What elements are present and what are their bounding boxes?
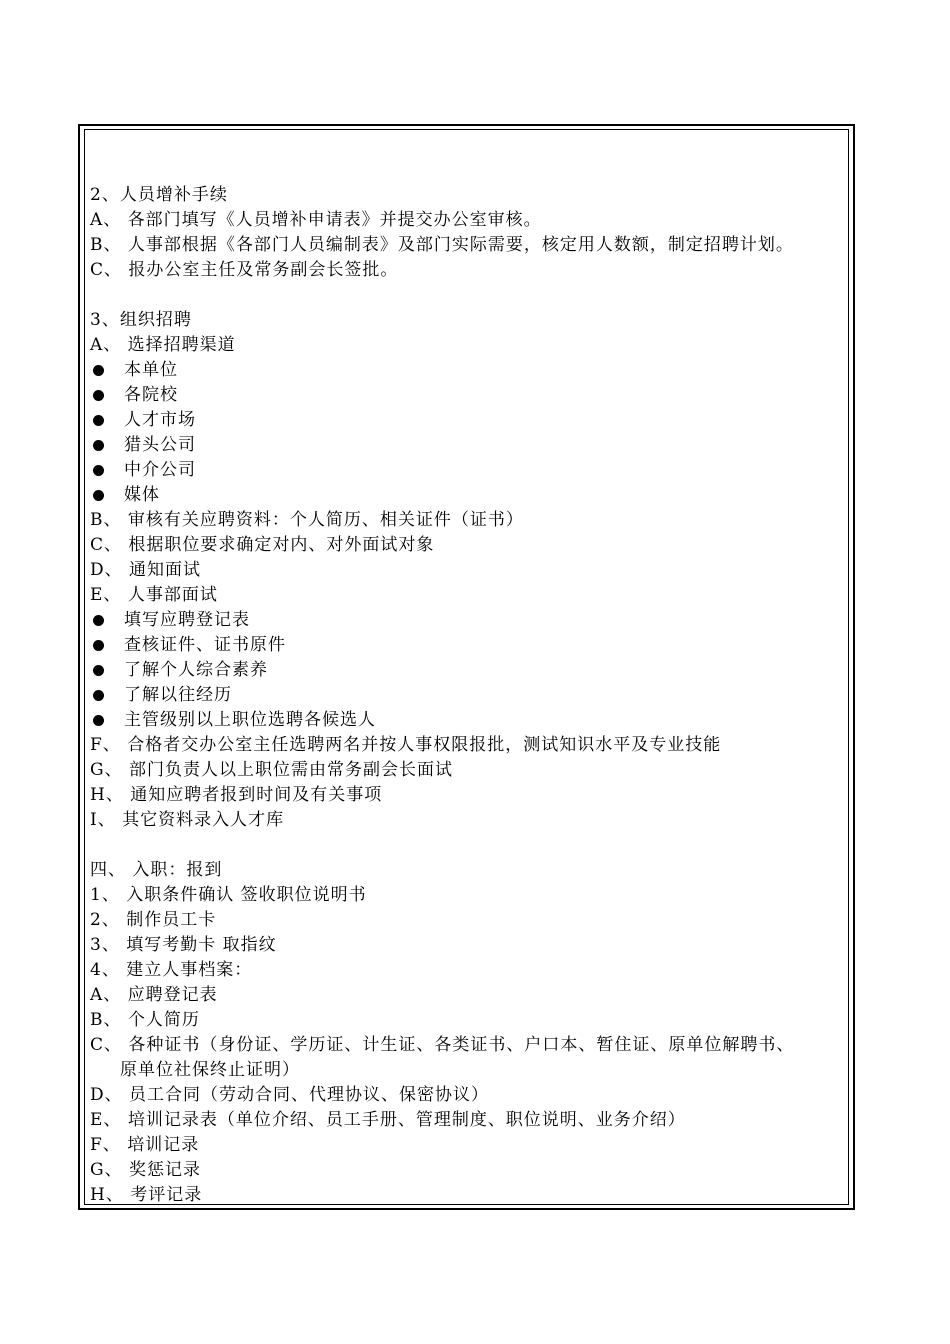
bullet-item	[90, 608, 850, 633]
bullet-icon	[93, 690, 104, 701]
section-recruit	[90, 308, 850, 833]
bullet-item	[90, 633, 850, 658]
text-line: C、 各种证书（身份证、学历证、计生证、各类证书、户口本、暂住证、原单位解聘书、	[90, 1035, 795, 1055]
text-line: E、 人事部面试	[90, 585, 218, 605]
bullet-item	[90, 433, 850, 458]
bullet-text: 各院校	[124, 385, 178, 405]
bullet-item	[90, 683, 850, 708]
bullet-item	[90, 483, 850, 508]
text-line: I、 其它资料录入人才库	[90, 810, 285, 830]
text-line: 3、 填写考勤卡 取指纹	[90, 935, 277, 955]
text-line: C、 报办公室主任及常务副会长签批。	[90, 260, 399, 280]
bullet-text: 猎头公司	[124, 435, 196, 455]
text-line: D、 通知面试	[90, 560, 202, 580]
text-line: H、 考评记录	[90, 1185, 203, 1205]
bullet-text: 了解以往经历	[124, 685, 232, 705]
continuation-line: 原单位社保终止证明）	[120, 1060, 300, 1080]
text-line: C、 根据职位要求确定对内、对外面试对象	[90, 535, 435, 555]
text-line: 4、 建立人事档案：	[90, 960, 253, 980]
text-line: 3、组织招聘	[90, 310, 192, 330]
text-line: F、 合格者交办公室主任选聘两名并按人事权限报批，测试知识水平及专业技能	[90, 735, 722, 755]
text-line: 2、 制作员工卡	[90, 910, 217, 930]
bullet-text: 本单位	[124, 360, 178, 380]
bullet-item	[90, 358, 850, 383]
bullet-item	[90, 458, 850, 483]
section-spacer	[90, 833, 850, 858]
bullet-text: 填写应聘登记表	[124, 610, 250, 630]
text-line: A、 选择招聘渠道	[90, 335, 236, 355]
bullet-text: 媒体	[124, 485, 160, 505]
text-line: 2、人员增补手续	[90, 185, 228, 205]
bullet-item	[90, 383, 850, 408]
bullet-icon	[93, 365, 104, 376]
text-line: B、 审核有关应聘资料：个人简历、相关证件（证书）	[90, 510, 524, 530]
text-line: B、 人事部根据《各部门人员编制表》及部门实际需要，核定用人数额，制定招聘计划。	[90, 235, 794, 255]
bullet-icon	[93, 640, 104, 651]
section-onboard	[90, 858, 850, 1208]
text-line: A、 各部门填写《人员增补申请表》并提交办公室审核。	[90, 210, 542, 230]
section-spacer	[90, 283, 850, 308]
bullet-icon	[93, 440, 104, 451]
section-replenish	[90, 183, 850, 283]
bullet-icon	[93, 615, 104, 626]
bullet-item	[90, 658, 850, 683]
bullet-icon	[93, 390, 104, 401]
document-body	[90, 183, 850, 1208]
bullet-text: 人才市场	[124, 410, 196, 430]
bullet-item	[90, 408, 850, 433]
text-line: B、 个人简历	[90, 1010, 200, 1030]
bullet-icon	[93, 715, 104, 726]
bullet-icon	[93, 415, 104, 426]
bullet-icon	[93, 490, 104, 501]
text-line: H、 通知应聘者报到时间及有关事项	[90, 785, 383, 805]
text-line: D、 员工合同（劳动合同、代理协议、保密协议）	[90, 1085, 490, 1105]
bullet-icon	[93, 665, 104, 676]
bullet-text: 了解个人综合素养	[124, 660, 268, 680]
bullet-icon	[93, 465, 104, 476]
text-line: 1、 入职条件确认 签收职位说明书	[90, 885, 367, 905]
bullet-item	[90, 708, 850, 733]
bullet-text: 查核证件、证书原件	[124, 635, 286, 655]
text-line: F、 培训记录	[90, 1135, 200, 1155]
text-line: G、 奖惩记录	[90, 1160, 201, 1180]
text-line: E、 培训记录表（单位介绍、员工手册、管理制度、职位说明、业务介绍）	[90, 1110, 686, 1130]
text-line: A、 应聘登记表	[90, 985, 218, 1005]
bullet-text: 中介公司	[124, 460, 196, 480]
text-line: G、 部门负责人以上职位需由常务副会长面试	[90, 760, 453, 780]
text-line: 四、 入职：报到	[90, 860, 223, 880]
bullet-text: 主管级别以上职位选聘各候选人	[124, 710, 376, 730]
